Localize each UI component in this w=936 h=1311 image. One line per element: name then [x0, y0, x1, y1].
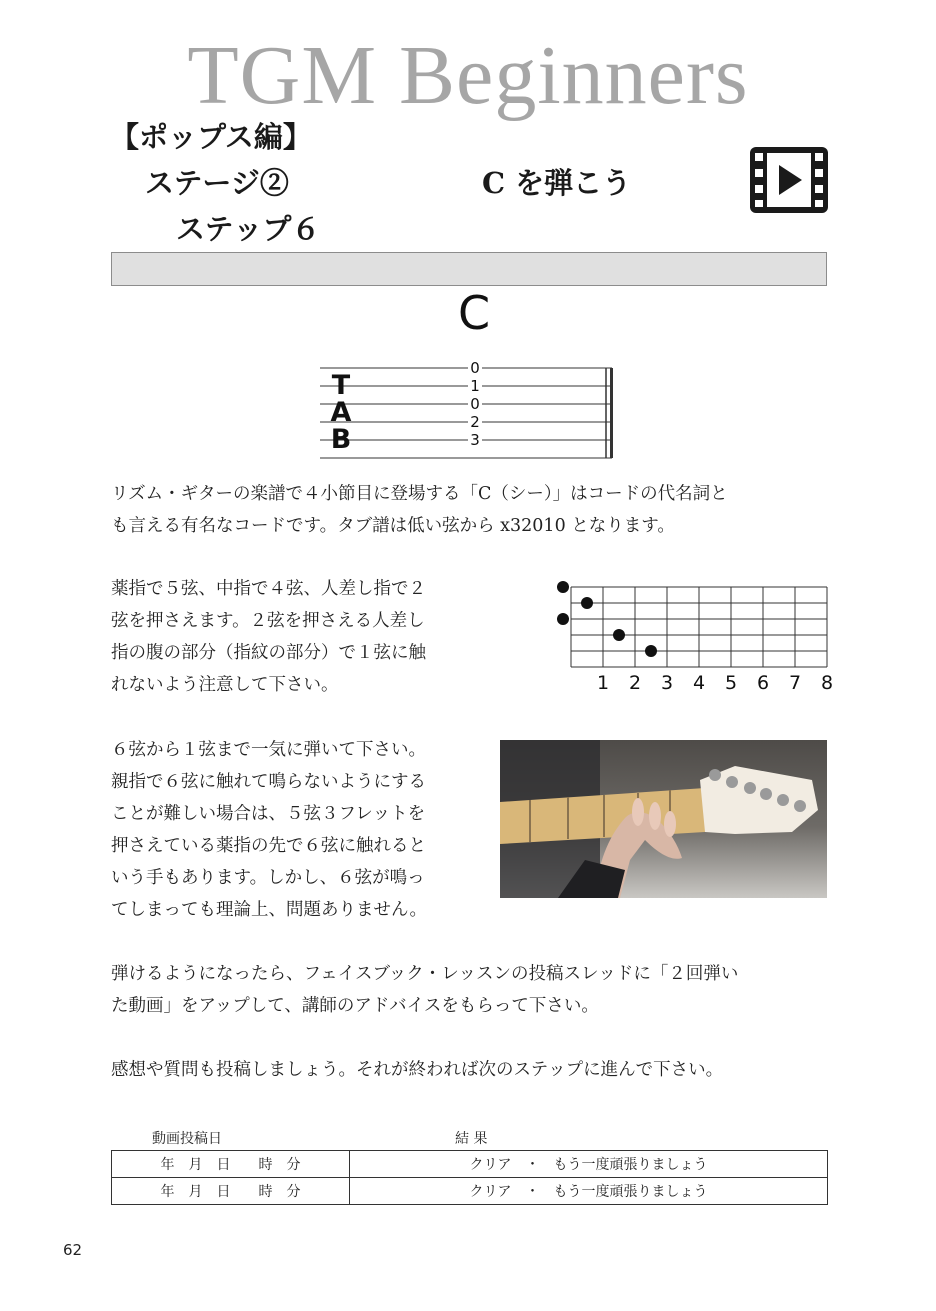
fingering-paragraph: 薬指で５弦、中指で４弦、人差し指で２ 弦を押さえます。２弦を押さえる人差し 指の腹の部分（指紋の部分）で１弦に触 れないよう注意して下さい。 [111, 579, 426, 695]
fret-number: 5 [724, 672, 738, 694]
section-bar [111, 252, 827, 286]
fret-number: 2 [628, 672, 642, 694]
tab-fret-string2: 1 [470, 377, 480, 395]
practice-log-table [111, 1150, 828, 1205]
table-row [112, 1151, 828, 1178]
tab-label-t: T [331, 370, 351, 401]
chord-fretboard-diagram [552, 578, 842, 696]
upload-paragraph: 弾けるようになったら、フェイスブック・レッスンの投稿スレッドに「２回弾い た動画」をアップして、講師のアドバイスをもらって下さい。 [111, 964, 739, 1016]
tab-fret-string4: 2 [470, 413, 480, 431]
tab-fret-string1: 0 [470, 359, 480, 377]
log-result-cell[interactable]: クリア ・ もう一度頑張りましょう [350, 1151, 828, 1178]
intro-paragraph: リズム・ギターの楽譜で４小節目に登場する「C（シー）」はコードの代名詞と も言える有名なコードです。タブ譜は低い弦から x32010 となります。 [111, 484, 728, 536]
technique-paragraph: ６弦から１弦まで一気に弾いて下さい。 親指で６弦に触れて鳴らないようにする ことが難しい場合は、５弦３フレットを 押さえている薬指の先で６弦に触れると いう手もあります。しかし、６弦が鳴っ てしまっても理論上、問題ありません。 [111, 740, 428, 920]
fret-number: 8 [820, 672, 834, 694]
tab-staff [320, 358, 616, 460]
fret-number: 7 [788, 672, 802, 694]
video-play-icon[interactable] [748, 145, 830, 215]
log-result-header: 結 果 [455, 1131, 488, 1147]
fret-number: 4 [692, 672, 706, 694]
lesson-title: C を弾こう [482, 166, 632, 200]
fret-number: 6 [756, 672, 770, 694]
fret-number: 1 [596, 672, 610, 694]
table-row [112, 1178, 828, 1205]
tab-label-a: A [330, 397, 352, 428]
log-date-cell[interactable]: 年 月 日 時 分 [112, 1151, 350, 1178]
stage-heading: ステージ② [145, 166, 289, 200]
step-heading: ステップ６ [176, 212, 321, 246]
tab-fret-string5: 3 [470, 431, 480, 449]
page-number: 62 [63, 1241, 83, 1259]
series-heading: 【ポップス編】 [110, 120, 312, 154]
open-string-dot [557, 613, 569, 625]
open-string-dot [557, 581, 569, 593]
log-date-header: 動画投稿日 [152, 1131, 222, 1147]
tab-label-b: B [330, 424, 352, 455]
log-date-cell[interactable]: 年 月 日 時 分 [112, 1178, 350, 1205]
finger-dot-string5 [645, 645, 657, 657]
page-title: TGM Beginners [187, 29, 749, 122]
chord-name: C [457, 286, 491, 340]
finger-dot-string4 [613, 629, 625, 641]
fret-number: 3 [660, 672, 674, 694]
finger-dot-string2 [581, 597, 593, 609]
tab-fret-string3: 0 [470, 395, 480, 413]
log-result-cell[interactable]: クリア ・ もう一度頑張りましょう [350, 1178, 828, 1205]
guitar-chord-photo [500, 740, 827, 898]
closing-paragraph: 感想や質問も投稿しましょう。それが終われば次のステップに進んで下さい。 [111, 1060, 724, 1080]
